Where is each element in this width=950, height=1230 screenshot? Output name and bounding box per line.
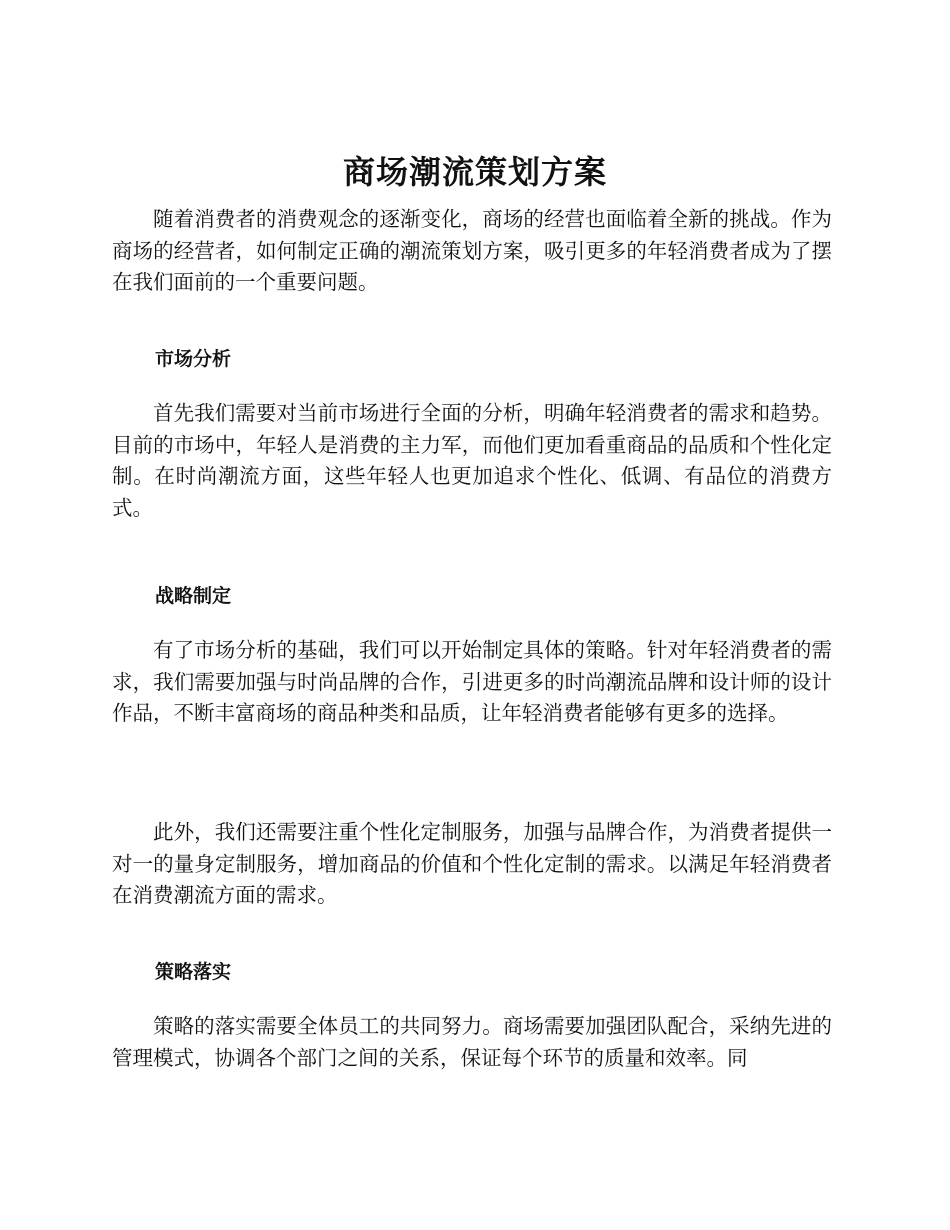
- document-title: 商场潮流策划方案: [342, 153, 607, 191]
- strategy-paragraph-1: 有了市场分析的基础，我们可以开始制定具体的策略。针对年轻消费者的需求，我们需要加强与时尚品牌的合作，引进更多的时尚潮流品牌和设计师的设计作品，不断丰富商场的商品种类和品质，让年轻消费者能够有更多的选择。: [112, 638, 832, 725]
- section-heading-market-analysis: 市场分析: [155, 348, 232, 370]
- section-heading-implementation: 策略落实: [155, 961, 232, 983]
- section-heading-strategy: 战略制定: [155, 585, 232, 607]
- intro-paragraph: 随着消费者的消费观念的逐渐变化，商场的经营也面临着全新的挑战。作为商场的经营者，如何制定正确的潮流策划方案，吸引更多的年轻消费者成为了摆在我们面前的一个重要问题。: [112, 207, 832, 294]
- implementation-paragraph: 策略的落实需要全体员工的共同努力。商场需要加强团队配合，采纳先进的管理模式，协调各个部门之间的关系，保证每个环节的质量和效率。同: [112, 1014, 832, 1070]
- strategy-paragraph-2: 此外，我们还需要注重个性化定制服务，加强与品牌合作，为消费者提供一对一的量身定制服务，增加商品的价值和个性化定制的需求。以满足年轻消费者在消费潮流方面的需求。: [112, 820, 832, 907]
- market-analysis-paragraph: 首先我们需要对当前市场进行全面的分析，明确年轻消费者的需求和趋势。目前的市场中，年轻人是消费的主力军，而他们更加看重商品的品质和个性化定制。在时尚潮流方面，这些年轻人也更加追求个性化、低调、有品位的消费方式。: [112, 401, 832, 520]
